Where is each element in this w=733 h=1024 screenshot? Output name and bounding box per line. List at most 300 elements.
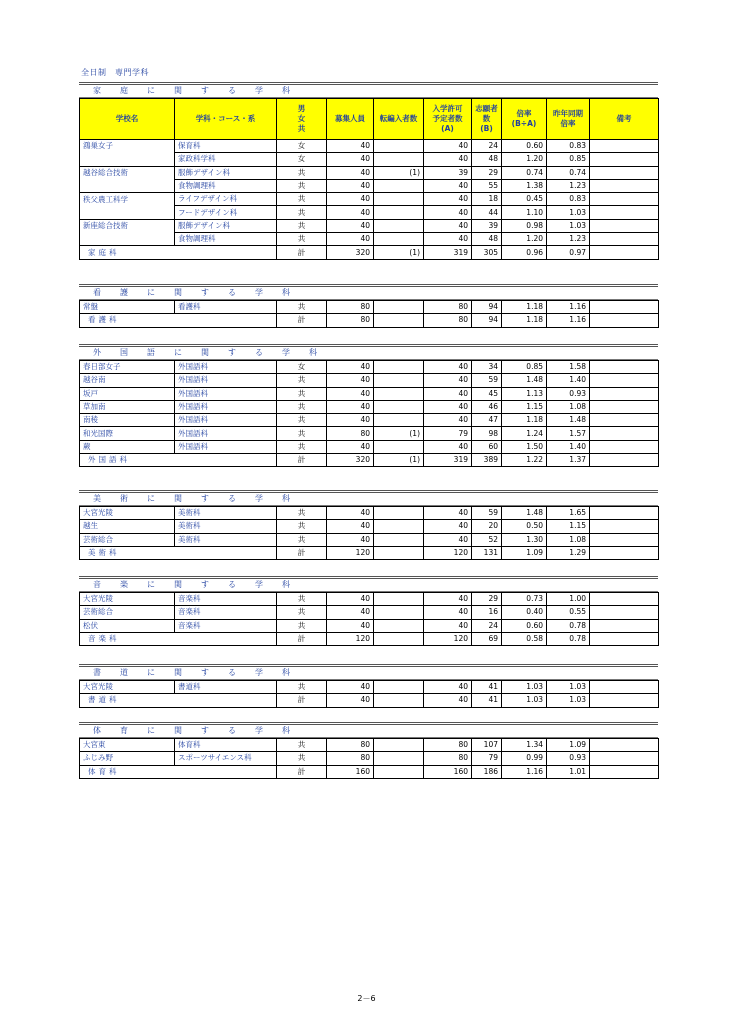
prev-ratio-cell: 1.65: [547, 507, 590, 520]
school-name: ふじみ野: [80, 752, 175, 765]
applicants-cell: 98: [472, 427, 502, 440]
header-school: 学校名: [80, 99, 175, 140]
section-title-char: 科: [309, 348, 317, 357]
course-name: 保育科: [175, 140, 277, 153]
section-block: [79, 490, 658, 560]
total-row: [80, 765, 659, 778]
note-cell: [590, 739, 659, 752]
header-row: [80, 99, 659, 140]
section-title-char: に: [174, 348, 182, 357]
planned-cell: 40: [424, 440, 472, 453]
header-planned: 入学許可 予定者数 (A): [424, 99, 472, 140]
gender-cell: 女: [277, 153, 327, 166]
total-gender-cell: 計: [277, 694, 327, 707]
section-title-char: 音: [93, 580, 101, 589]
note-cell: [590, 507, 659, 520]
section-title-char: 体: [93, 726, 101, 735]
section-title-char: 看: [93, 288, 101, 297]
total-transfer-cell: [374, 314, 424, 327]
note-cell: [590, 593, 659, 606]
gender-cell: 共: [277, 520, 327, 533]
ratio-cell: 1.24: [502, 427, 547, 440]
total-gender-cell: 計: [277, 632, 327, 645]
table-row: [80, 193, 659, 206]
transfer-cell: [374, 140, 424, 153]
course-name: 書道科: [175, 681, 277, 694]
gender-cell: 共: [277, 593, 327, 606]
note-cell: [590, 533, 659, 546]
table-row: [80, 427, 659, 440]
note-cell: [590, 400, 659, 413]
total-note-cell: [590, 454, 659, 467]
school-name: 常盤: [80, 301, 175, 314]
header-prev: 昨年同期 倍率: [547, 99, 590, 140]
total-label: 書道科: [80, 694, 277, 707]
total-gender-cell: 計: [277, 765, 327, 778]
school-name: 坂戸: [80, 387, 175, 400]
total-gender-cell: 計: [277, 314, 327, 327]
total-applicants-cell: 131: [472, 546, 502, 559]
school-name: 芸術総合: [80, 606, 175, 619]
course-name: 看護科: [175, 301, 277, 314]
total-applicants-cell: 305: [472, 246, 502, 259]
note-cell: [590, 520, 659, 533]
ratio-cell: 0.73: [502, 593, 547, 606]
ratio-cell: 1.15: [502, 400, 547, 413]
section-title: [79, 490, 658, 506]
table-row: [80, 179, 659, 192]
section-title-char: す: [201, 86, 209, 95]
header-ratio: 倍率 (B÷A): [502, 99, 547, 140]
recruit-cell: 40: [327, 233, 374, 246]
transfer-cell: [374, 219, 424, 232]
course-name: 美術科: [175, 533, 277, 546]
header-applicants: 志願者 数 (B): [472, 99, 502, 140]
planned-cell: 40: [424, 193, 472, 206]
total-gender-cell: 計: [277, 546, 327, 559]
transfer-cell: [374, 619, 424, 632]
applicants-cell: 48: [472, 233, 502, 246]
header-course: 学科・コース・系: [175, 99, 277, 140]
total-note-cell: [590, 694, 659, 707]
total-gender-cell: 計: [277, 246, 327, 259]
data-table: [79, 98, 659, 260]
ratio-cell: 0.60: [502, 619, 547, 632]
note-cell: [590, 140, 659, 153]
course-name: ライフデザイン科: [175, 193, 277, 206]
section-title-char: 科: [282, 668, 290, 677]
ratio-cell: 0.98: [502, 219, 547, 232]
total-recruit-cell: 120: [327, 546, 374, 559]
section-title-char: 学: [255, 494, 263, 503]
school-name: 新座総合技術: [80, 219, 175, 232]
transfer-cell: [374, 374, 424, 387]
course-name: 家政科学科: [175, 153, 277, 166]
total-label: 看護科: [80, 314, 277, 327]
section-block: [79, 722, 658, 779]
prev-ratio-cell: 1.15: [547, 520, 590, 533]
total-prev-ratio-cell: 1.03: [547, 694, 590, 707]
transfer-cell: [374, 681, 424, 694]
total-applicants-cell: 186: [472, 765, 502, 778]
section-title-char: す: [201, 288, 209, 297]
section-block: [79, 344, 658, 467]
gender-cell: 共: [277, 166, 327, 179]
transfer-cell: [374, 507, 424, 520]
school-name: [80, 233, 175, 246]
planned-cell: 40: [424, 507, 472, 520]
ratio-cell: 1.38: [502, 179, 547, 192]
applicants-cell: 24: [472, 140, 502, 153]
total-ratio-cell: 0.96: [502, 246, 547, 259]
prev-ratio-cell: 0.55: [547, 606, 590, 619]
planned-cell: 40: [424, 593, 472, 606]
school-name: 蕨: [80, 440, 175, 453]
ratio-cell: 0.85: [502, 361, 547, 374]
course-name: 服飾デザイン科: [175, 166, 277, 179]
applicants-cell: 34: [472, 361, 502, 374]
gender-cell: 共: [277, 752, 327, 765]
total-gender-cell: 計: [277, 454, 327, 467]
course-name: 外国語科: [175, 440, 277, 453]
section-title-char: 科: [282, 726, 290, 735]
prev-ratio-cell: 1.03: [547, 206, 590, 219]
prev-ratio-cell: 1.03: [547, 681, 590, 694]
gender-cell: 共: [277, 374, 327, 387]
section-title: [79, 82, 658, 98]
prev-ratio-cell: 1.00: [547, 593, 590, 606]
section-title-char: 家: [93, 86, 101, 95]
gender-cell: 共: [277, 193, 327, 206]
school-name: 大宮光陵: [80, 593, 175, 606]
total-prev-ratio-cell: 0.78: [547, 632, 590, 645]
applicants-cell: 60: [472, 440, 502, 453]
table-row: [80, 400, 659, 413]
total-transfer-cell: (1): [374, 454, 424, 467]
ratio-cell: 1.50: [502, 440, 547, 453]
recruit-cell: 40: [327, 681, 374, 694]
total-label: 音楽科: [80, 632, 277, 645]
prev-ratio-cell: 1.40: [547, 440, 590, 453]
recruit-cell: 40: [327, 219, 374, 232]
course-name: フードデザイン科: [175, 206, 277, 219]
section-title-char: す: [201, 494, 209, 503]
planned-cell: 40: [424, 153, 472, 166]
note-cell: [590, 440, 659, 453]
school-name: 草加南: [80, 400, 175, 413]
section-block: [79, 664, 658, 708]
section-title: [79, 576, 658, 592]
total-note-cell: [590, 246, 659, 259]
section-title-char: る: [228, 726, 236, 735]
school-name: 鴻巣女子: [80, 140, 175, 153]
header-gender: 男 女 共: [277, 99, 327, 140]
planned-cell: 40: [424, 400, 472, 413]
applicants-cell: 16: [472, 606, 502, 619]
recruit-cell: 40: [327, 606, 374, 619]
section-title-char: に: [147, 726, 155, 735]
note-cell: [590, 153, 659, 166]
page-heading: 全日制 専門学科: [81, 68, 149, 77]
total-note-cell: [590, 632, 659, 645]
table-row: [80, 593, 659, 606]
total-ratio-cell: 0.58: [502, 632, 547, 645]
prev-ratio-cell: 0.93: [547, 387, 590, 400]
school-name: [80, 153, 175, 166]
section-title-char: 関: [174, 494, 182, 503]
ratio-cell: 0.60: [502, 140, 547, 153]
section-title-char: 科: [282, 86, 290, 95]
recruit-cell: 40: [327, 361, 374, 374]
section-title-char: る: [228, 668, 236, 677]
planned-cell: 40: [424, 619, 472, 632]
applicants-cell: 41: [472, 681, 502, 694]
transfer-cell: [374, 400, 424, 413]
section-title-char: 学: [255, 726, 263, 735]
ratio-cell: 1.30: [502, 533, 547, 546]
school-name: 大宮光陵: [80, 681, 175, 694]
planned-cell: 40: [424, 520, 472, 533]
total-planned-cell: 120: [424, 632, 472, 645]
prev-ratio-cell: 1.40: [547, 374, 590, 387]
total-note-cell: [590, 314, 659, 327]
prev-ratio-cell: 1.23: [547, 233, 590, 246]
course-name: 美術科: [175, 520, 277, 533]
transfer-cell: [374, 193, 424, 206]
recruit-cell: 40: [327, 593, 374, 606]
total-recruit-cell: 80: [327, 314, 374, 327]
recruit-cell: 40: [327, 400, 374, 413]
applicants-cell: 46: [472, 400, 502, 413]
total-planned-cell: 319: [424, 454, 472, 467]
ratio-cell: 1.20: [502, 233, 547, 246]
total-applicants-cell: 94: [472, 314, 502, 327]
planned-cell: 40: [424, 606, 472, 619]
total-row: [80, 632, 659, 645]
total-planned-cell: 40: [424, 694, 472, 707]
course-name: 体育科: [175, 739, 277, 752]
section-title-char: 国: [120, 348, 128, 357]
gender-cell: 共: [277, 427, 327, 440]
gender-cell: 女: [277, 140, 327, 153]
table-row: [80, 752, 659, 765]
recruit-cell: 40: [327, 153, 374, 166]
section-block: [79, 576, 658, 646]
gender-cell: 共: [277, 440, 327, 453]
total-prev-ratio-cell: 0.97: [547, 246, 590, 259]
table-row: [80, 153, 659, 166]
transfer-cell: [374, 752, 424, 765]
applicants-cell: 59: [472, 374, 502, 387]
course-name: 外国語科: [175, 387, 277, 400]
section-title-char: に: [147, 494, 155, 503]
note-cell: [590, 619, 659, 632]
total-label: 美術科: [80, 546, 277, 559]
section-title-char: 学: [282, 348, 290, 357]
data-table: [79, 300, 659, 328]
course-name: 外国語科: [175, 400, 277, 413]
total-applicants-cell: 41: [472, 694, 502, 707]
note-cell: [590, 752, 659, 765]
ratio-cell: 1.10: [502, 206, 547, 219]
ratio-cell: 1.18: [502, 414, 547, 427]
transfer-cell: [374, 361, 424, 374]
applicants-cell: 59: [472, 507, 502, 520]
total-ratio-cell: 1.16: [502, 765, 547, 778]
prev-ratio-cell: 1.57: [547, 427, 590, 440]
prev-ratio-cell: 1.23: [547, 179, 590, 192]
applicants-cell: 94: [472, 301, 502, 314]
table-row: [80, 374, 659, 387]
course-name: 食物調理科: [175, 179, 277, 192]
total-applicants-cell: 69: [472, 632, 502, 645]
recruit-cell: 40: [327, 520, 374, 533]
data-table: [79, 738, 659, 779]
applicants-cell: 20: [472, 520, 502, 533]
transfer-cell: [374, 739, 424, 752]
table-row: [80, 440, 659, 453]
section-title: [79, 284, 658, 300]
course-name: 音楽科: [175, 593, 277, 606]
total-prev-ratio-cell: 1.16: [547, 314, 590, 327]
total-planned-cell: 319: [424, 246, 472, 259]
section-title-char: 関: [174, 726, 182, 735]
school-name: 春日部女子: [80, 361, 175, 374]
data-table: [79, 680, 659, 708]
transfer-cell: [374, 387, 424, 400]
table-row: [80, 533, 659, 546]
prev-ratio-cell: 1.16: [547, 301, 590, 314]
applicants-cell: 55: [472, 179, 502, 192]
total-row: [80, 246, 659, 259]
planned-cell: 40: [424, 179, 472, 192]
table-row: [80, 520, 659, 533]
ratio-cell: 0.40: [502, 606, 547, 619]
school-name: 南稜: [80, 414, 175, 427]
table-row: [80, 739, 659, 752]
gender-cell: 共: [277, 619, 327, 632]
section-title: [79, 344, 658, 360]
section-title-char: る: [228, 580, 236, 589]
table-row: [80, 166, 659, 179]
total-ratio-cell: 1.18: [502, 314, 547, 327]
total-prev-ratio-cell: 1.37: [547, 454, 590, 467]
section-title-char: 関: [174, 288, 182, 297]
course-name: 外国語科: [175, 414, 277, 427]
note-cell: [590, 361, 659, 374]
gender-cell: 共: [277, 219, 327, 232]
section-title-char: 道: [120, 668, 128, 677]
note-cell: [590, 681, 659, 694]
data-table: [79, 592, 659, 646]
total-label: 体育科: [80, 765, 277, 778]
recruit-cell: 40: [327, 387, 374, 400]
note-cell: [590, 193, 659, 206]
gender-cell: 共: [277, 681, 327, 694]
table-row: [80, 233, 659, 246]
applicants-cell: 29: [472, 166, 502, 179]
ratio-cell: 0.99: [502, 752, 547, 765]
transfer-cell: (1): [374, 166, 424, 179]
note-cell: [590, 414, 659, 427]
section-title-char: す: [201, 580, 209, 589]
section-title-char: す: [228, 348, 236, 357]
total-planned-cell: 120: [424, 546, 472, 559]
note-cell: [590, 374, 659, 387]
planned-cell: 40: [424, 233, 472, 246]
school-name: 芸術総合: [80, 533, 175, 546]
header-recruit: 募集人員: [327, 99, 374, 140]
gender-cell: 共: [277, 301, 327, 314]
section-title-char: る: [228, 288, 236, 297]
page-number: 2－6: [357, 994, 376, 1003]
table-row: [80, 387, 659, 400]
transfer-cell: (1): [374, 427, 424, 440]
gender-cell: 共: [277, 533, 327, 546]
ratio-cell: 1.48: [502, 374, 547, 387]
section-block: [79, 82, 658, 260]
section-title-char: 楽: [120, 580, 128, 589]
ratio-cell: 0.74: [502, 166, 547, 179]
note-cell: [590, 606, 659, 619]
total-applicants-cell: 389: [472, 454, 502, 467]
section-block: [79, 284, 658, 328]
note-cell: [590, 301, 659, 314]
total-recruit-cell: 160: [327, 765, 374, 778]
recruit-cell: 40: [327, 206, 374, 219]
total-prev-ratio-cell: 1.01: [547, 765, 590, 778]
school-name: [80, 206, 175, 219]
table-row: [80, 361, 659, 374]
ratio-cell: 1.03: [502, 681, 547, 694]
prev-ratio-cell: 0.93: [547, 752, 590, 765]
note-cell: [590, 166, 659, 179]
prev-ratio-cell: 1.09: [547, 739, 590, 752]
section-title-char: に: [147, 668, 155, 677]
table-row: [80, 507, 659, 520]
transfer-cell: [374, 533, 424, 546]
gender-cell: 女: [277, 361, 327, 374]
school-name: 越谷総合技術: [80, 166, 175, 179]
section-title-char: 術: [120, 494, 128, 503]
transfer-cell: [374, 153, 424, 166]
gender-cell: 共: [277, 206, 327, 219]
table-row: [80, 414, 659, 427]
total-label: 家庭科: [80, 246, 277, 259]
recruit-cell: 40: [327, 374, 374, 387]
table-row: [80, 681, 659, 694]
gender-cell: 共: [277, 179, 327, 192]
course-name: 外国語科: [175, 374, 277, 387]
section-title-char: 語: [147, 348, 155, 357]
course-name: 音楽科: [175, 606, 277, 619]
applicants-cell: 79: [472, 752, 502, 765]
prev-ratio-cell: 0.83: [547, 193, 590, 206]
ratio-cell: 1.18: [502, 301, 547, 314]
course-name: 音楽科: [175, 619, 277, 632]
planned-cell: 80: [424, 739, 472, 752]
gender-cell: 共: [277, 739, 327, 752]
section-title-char: 関: [201, 348, 209, 357]
applicants-cell: 44: [472, 206, 502, 219]
planned-cell: 40: [424, 681, 472, 694]
section-title-char: 学: [255, 86, 263, 95]
note-cell: [590, 387, 659, 400]
recruit-cell: 40: [327, 140, 374, 153]
section-title-char: 育: [120, 726, 128, 735]
ratio-cell: 0.50: [502, 520, 547, 533]
total-transfer-cell: (1): [374, 246, 424, 259]
